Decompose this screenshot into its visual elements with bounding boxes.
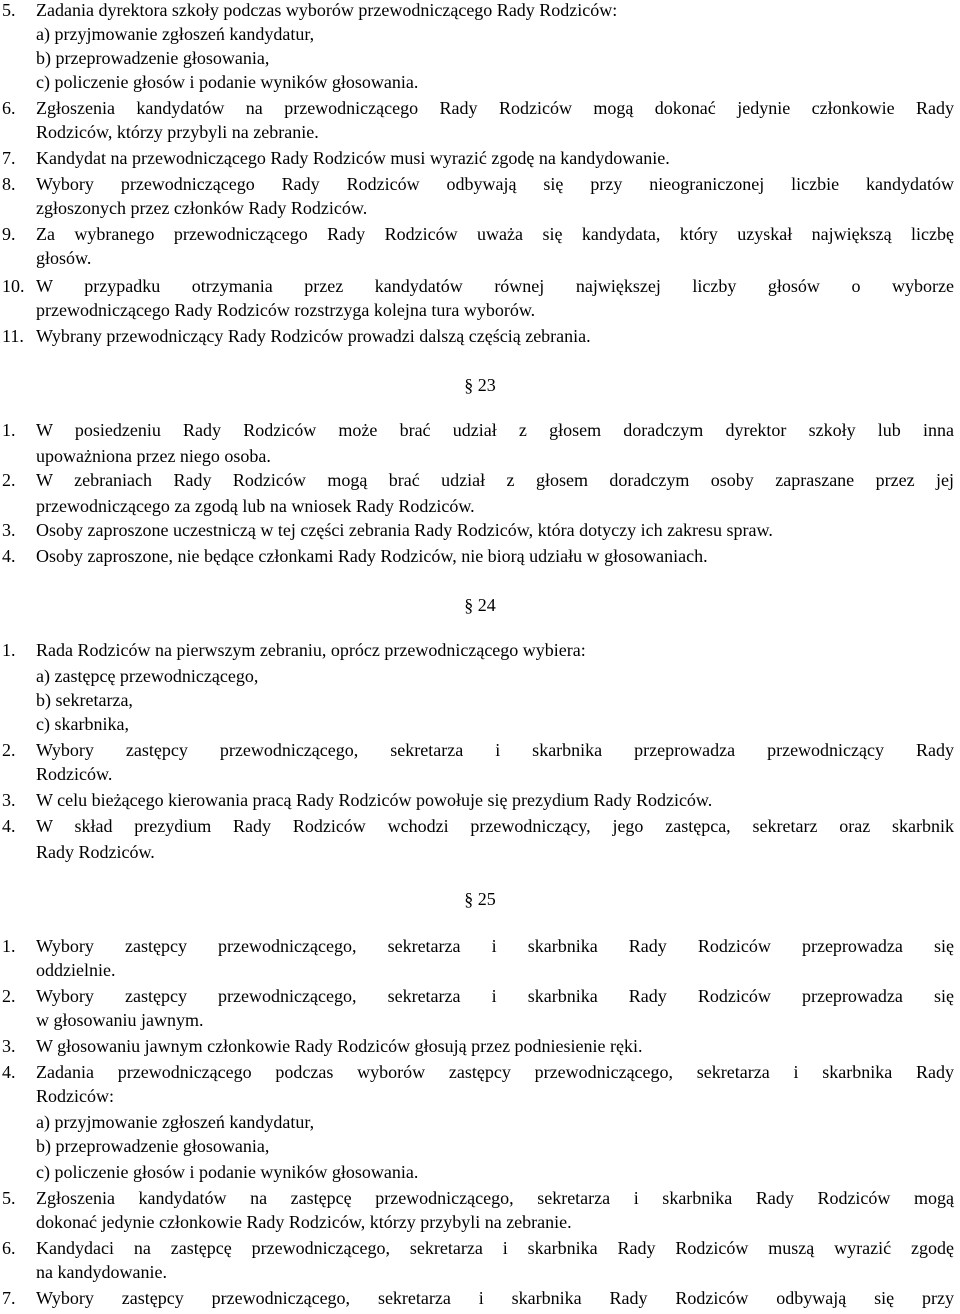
item-continuation-text: a) zastępcę przewodniczącego, (36, 666, 259, 686)
item-text: Osoby zaproszone, nie będące członkami Rady Rodziców, nie biorą udziału w głosowaniach. (36, 546, 708, 566)
item-text: Zgłoszenia kandydatów na przewodniczącego Rady Rodziców mogą dokonać jedynie członkowie Rady (36, 98, 954, 118)
item-continuation-text: dokonać jedynie członkowie Rady Rodziców, którzy przybyli na zebranie. (36, 1212, 572, 1232)
item-text: Za wybranego przewodniczącego Rady Rodziców uważa się kandydata, który uzyskał największą liczbę (36, 224, 954, 244)
item-continuation-text: przewodniczącego za zgodą lub na wniosek Rady Rodziców. (36, 496, 475, 516)
item-text: Osoby zaproszone uczestniczą w tej części zebrania Rady Rodziców, która dotyczy ich zakresu spraw. (36, 520, 773, 540)
item-continuation-text: Rady Rodziców. (36, 842, 155, 862)
item-continuation-text: c) policzenie głosów i podanie wyników głosowania. (36, 1162, 419, 1182)
item-continuation-text: głosów. (36, 248, 92, 268)
item-continuation-text: b) sekretarza, (36, 690, 133, 710)
item-text: Zadania przewodniczącego podczas wyborów zastępcy przewodniczącego, sekretarza i skarbnika Rady (36, 1062, 954, 1082)
item-number: 4. (2, 1062, 16, 1082)
item-text: Wybory zastępcy przewodniczącego, sekretarza i skarbnika Rady Rodziców odbywają się przy (36, 1288, 954, 1308)
item-number: 5. (2, 0, 16, 20)
item-number: 3. (2, 520, 16, 540)
item-number: 7. (2, 1288, 16, 1308)
item-continuation-text: w głosowaniu jawnym. (36, 1010, 204, 1030)
item-number: 2. (2, 470, 16, 490)
item-number: 1. (2, 420, 16, 440)
item-number: 1. (2, 936, 16, 956)
item-continuation-text: na kandydowanie. (36, 1262, 167, 1282)
section-heading: § 25 (464, 889, 496, 909)
item-continuation-text: Rodziców, którzy przybyli na zebranie. (36, 122, 319, 142)
item-text: Wybory zastępcy przewodniczącego, sekretarza i skarbnika Rady Rodziców przeprowadza się (36, 936, 954, 956)
item-number: 5. (2, 1188, 16, 1208)
item-number: 3. (2, 790, 16, 810)
item-number: 4. (2, 816, 16, 836)
item-text: W zebraniach Rady Rodziców mogą brać udział z głosem doradczym osoby zapraszane przez jej (36, 470, 954, 490)
item-continuation-text: c) skarbnika, (36, 714, 129, 734)
item-continuation-text: a) przyjmowanie zgłoszeń kandydatur, (36, 1112, 315, 1132)
item-text: Wybrany przewodniczący Rady Rodziców prowadzi dalszą częścią zebrania. (36, 326, 591, 346)
item-number: 10. (2, 276, 25, 296)
section-heading: § 24 (464, 595, 496, 615)
item-text: Zadania dyrektora szkoły podczas wyborów przewodniczącego Rady Rodziców: (36, 0, 618, 20)
item-number: 11. (2, 326, 24, 346)
item-text: Kandydaci na zastępcę przewodniczącego, sekretarza i skarbnika Rady Rodziców muszą wyrazić zgodę (36, 1238, 954, 1258)
item-number: 2. (2, 986, 16, 1006)
item-text: Wybory przewodniczącego Rady Rodziców odbywają się przy nieograniczonej liczbie kandydatów (36, 174, 954, 194)
item-continuation-text: Rodziców. (36, 764, 113, 784)
item-text: Wybory zastępcy przewodniczącego, sekretarza i skarbnika przeprowadza przewodniczący Rady (36, 740, 954, 760)
item-number: 1. (2, 640, 16, 660)
item-continuation-text: a) przyjmowanie zgłoszeń kandydatur, (36, 24, 315, 44)
item-number: 8. (2, 174, 16, 194)
section-heading: § 23 (464, 375, 496, 395)
item-continuation-text: c) policzenie głosów i podanie wyników głosowania. (36, 72, 419, 92)
item-text: Zgłoszenia kandydatów na zastępcę przewodniczącego, sekretarza i skarbnika Rady Rodziców mogą (36, 1188, 954, 1208)
item-continuation-text: zgłoszonych przez członków Rady Rodziców. (36, 198, 368, 218)
item-number: 6. (2, 98, 16, 118)
item-text: Wybory zastępcy przewodniczącego, sekretarza i skarbnika Rady Rodziców przeprowadza się (36, 986, 954, 1006)
item-text: Kandydat na przewodniczącego Rady Rodziców musi wyrazić zgodę na kandydowanie. (36, 148, 670, 168)
item-number: 4. (2, 546, 16, 566)
item-text: W przypadku otrzymania przez kandydatów równej największej liczby głosów o wyborze (36, 276, 954, 296)
item-text: W celu bieżącego kierowania pracą Rady Rodziców powołuje się prezydium Rady Rodziców. (36, 790, 713, 810)
item-continuation-text: Rodziców: (36, 1086, 114, 1106)
item-text: W skład prezydium Rady Rodziców wchodzi przewodniczący, jego zastępca, sekretarz oraz skarbnik (36, 816, 954, 836)
item-number: 9. (2, 224, 16, 244)
item-continuation-text: b) przeprowadzenie głosowania, (36, 1136, 270, 1156)
item-continuation-text: b) przeprowadzenie głosowania, (36, 48, 270, 68)
item-number: 7. (2, 148, 16, 168)
item-number: 2. (2, 740, 16, 760)
item-text: W głosowaniu jawnym członkowie Rady Rodziców głosują przez podniesienie ręki. (36, 1036, 643, 1056)
item-number: 6. (2, 1238, 16, 1258)
item-continuation-text: przewodniczącego Rady Rodziców rozstrzyga kolejna tura wyborów. (36, 300, 536, 320)
item-text: Rada Rodziców na pierwszym zebraniu, oprócz przewodniczącego wybiera: (36, 640, 586, 660)
item-text: W posiedzeniu Rady Rodziców może brać udział z głosem doradczym dyrektor szkoły lub inna (36, 420, 954, 440)
item-continuation-text: oddzielnie. (36, 960, 116, 980)
item-continuation-text: upoważniona przez niego osoba. (36, 446, 271, 466)
item-number: 3. (2, 1036, 16, 1056)
